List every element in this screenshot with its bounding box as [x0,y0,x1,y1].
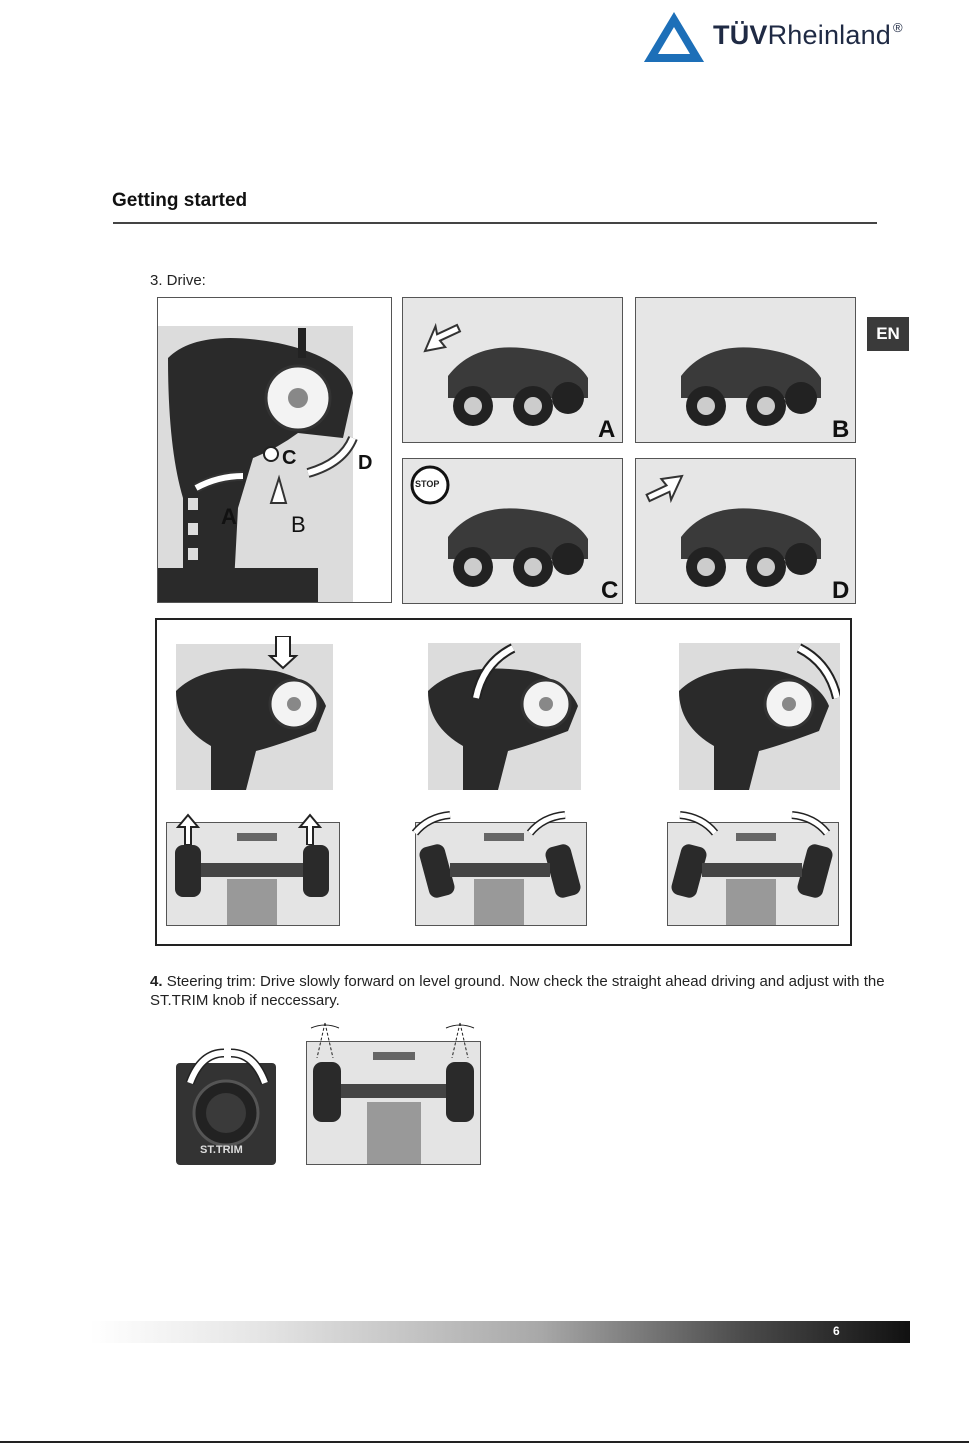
step3-label: 3. Drive: [150,272,206,289]
steering-controller-neutral [176,636,333,790]
controller-neutral-illustration [176,636,333,790]
step4-description: Steering trim: Drive slowly forward on level ground. Now check the straight ahead driving and adjust with the ST.TRIM knob if neccessary. [150,973,885,1009]
car-neutral-illustration [636,298,855,442]
car-photo-b [635,297,856,443]
page-number: 6 [833,1324,840,1338]
controller-label-c: C [282,447,297,469]
photo-label-c: C [601,577,619,604]
controller-label-a: A [221,504,237,529]
photo-label-d: D [832,577,850,604]
controller-right-illustration [679,643,840,790]
trim-chassis-photo [306,1041,481,1165]
step4-text [150,972,890,1010]
controller-left-illustration [428,643,581,790]
section-title: Getting started [112,190,248,211]
car-reverse-illustration [636,459,855,603]
language-badge: EN [867,317,909,351]
stop-sign-text: STOP [415,479,440,489]
toe-angle-markers [305,1018,480,1058]
st-trim-label: ST.TRIM [200,1144,243,1156]
steering-controller-right [679,643,840,790]
footer-gradient-bar [90,1321,910,1343]
controller-illustration [158,298,391,602]
step4-number: 4. [150,973,163,990]
bottom-rule [0,1441,969,1443]
title-divider [113,222,877,224]
controller-label-d: D [358,452,373,474]
controller-photo-panel [157,297,392,603]
trim-chassis-illustration [307,1042,480,1164]
steering-controller-left [428,643,581,790]
car-forward-illustration [403,298,622,442]
car-photo-c [402,458,623,604]
car-photo-d [635,458,856,604]
photo-label-b: B [832,416,850,443]
controller-label-b: B [291,512,306,537]
car-photo-a [402,297,623,443]
wheel-direction-arrows [160,805,850,845]
st-trim-knob-photo [176,1043,276,1165]
logo-wordmark: TÜVRheinland ® [713,20,903,50]
photo-label-a: A [598,416,616,443]
